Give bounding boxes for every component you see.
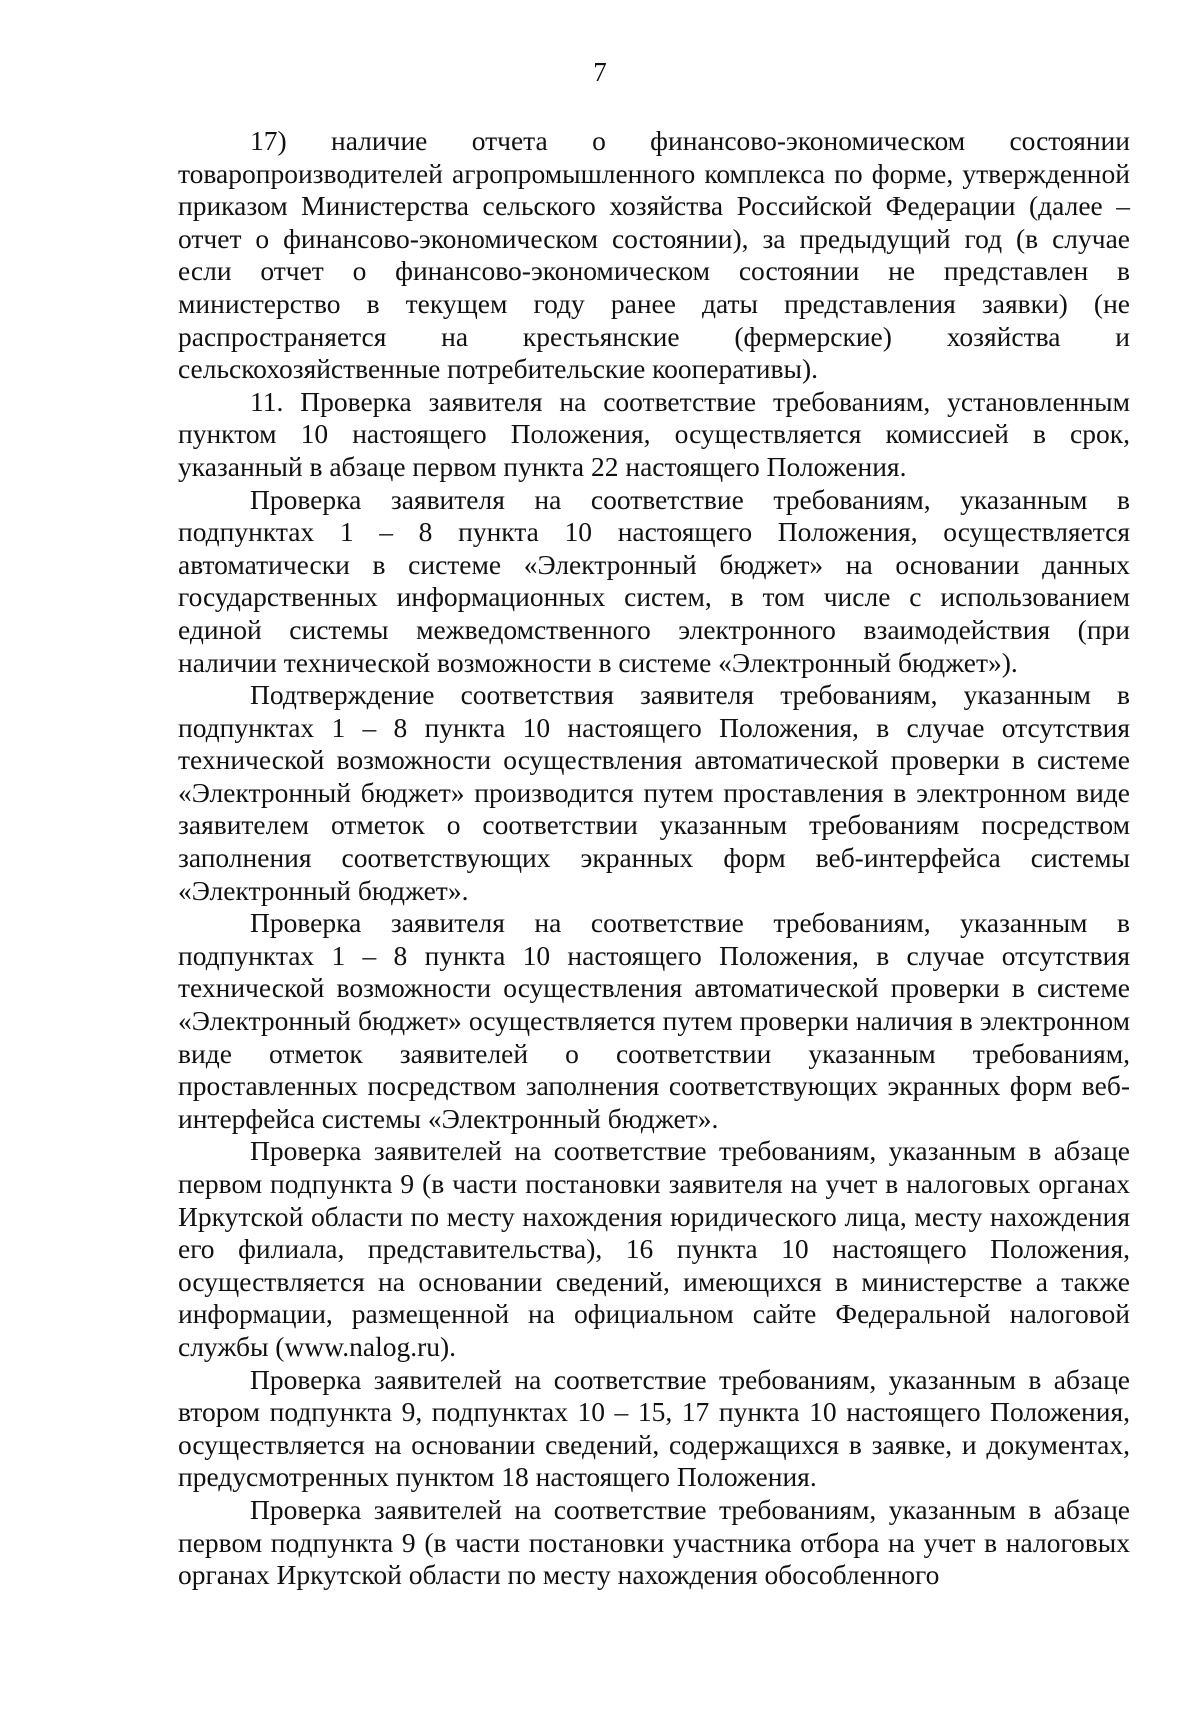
paragraph-manual-check: Проверка заявителя на соответствие требованиям, указанным в подпунктах 1 – 8 пункта 10 настоящего Положения, в случае отсутствия технической возможности осуществления автоматической проверки в системе «Электронный бюджет» осуществляется путем проверки наличия в электронном виде отметок заявителей о соответствии указанным требованиям, проставленных посредством заполнения соответствующих экранных форм веб-интерфейса системы «Электронный бюджет».	[178, 907, 1130, 1134]
paragraph-confirmation: Подтверждение соответствия заявителя требованиям, указанным в подпунктах 1 – 8 пункта 10 настоящего Положения, в случае отсутствия технической возможности осуществления автоматической проверки в системе «Электронный бюджет» производится путем проставления в электронном виде заявителем отметок о соответствии указанным требованиям посредством заполнения соответствующих экранных форм веб-интерфейса системы «Электронный бюджет».	[178, 679, 1130, 906]
paragraph-automatic-check: Проверка заявителя на соответствие требованиям, указанным в подпунктах 1 – 8 пункта 10 настоящего Положения, осуществляется автоматически в системе «Электронный бюджет» на основании данных государственных информационных систем, в том числе с использованием единой системы межведомственного электронного взаимодействия (при наличии технической возможности в системе «Электронный бюджет»).	[178, 483, 1130, 678]
paragraph-branch-check: Проверка заявителей на соответствие требованиям, указанным в абзаце первом подпункта 9 (в части постановки участника отбора на учет в налоговых органах Иркутской области по месту нахождения обособленного	[178, 1493, 1130, 1591]
paragraph-tax-check: Проверка заявителей на соответствие требованиям, указанным в абзаце первом подпункта 9 (в части постановки заявителя на учет в налоговых органах Иркутской области по месту нахождения юридического лица, месту нахождения его филиала, представительства), 16 пункта 10 настоящего Положения, осуществляется на основании сведений, имеющихся в министерстве а также информации, размещенной на официальном сайте Федеральной налоговой службы (www.nalog.ru).	[178, 1135, 1130, 1362]
paragraph-item-17: 17) наличие отчета о финансово-экономическом состоянии товаропроизводителей агропромышленного комплекса по форме, утвержденной приказом Министерства сельского хозяйства Российской Федерации (далее – отчет о финансово-экономическом состоянии), за предыдущий год (в случае если отчет о финансово-экономическом состоянии не представлен в министерство в текущем году ранее даты представления заявки) (не распространяется на крестьянские (фермерские) хозяйства и сельскохозяйственные потребительские кооперативы).	[178, 125, 1130, 385]
paragraph-application-check: Проверка заявителей на соответствие требованиям, указанным в абзаце втором подпункта 9, подпунктах 10 – 15, 17 пункта 10 настоящего Положения, осуществляется на основании сведений, содержащихся в заявке, и документах, предусмотренных пунктом 18 настоящего Положения.	[178, 1363, 1130, 1493]
paragraph-clause-11: 11. Проверка заявителя на соответствие требованиям, установленным пунктом 10 настоящего Положения, осуществляется комиссией в срок, указанный в абзаце первом пункта 22 настоящего Положения.	[178, 385, 1130, 482]
document-body	[178, 125, 1130, 1592]
page-number: 7	[593, 57, 607, 87]
